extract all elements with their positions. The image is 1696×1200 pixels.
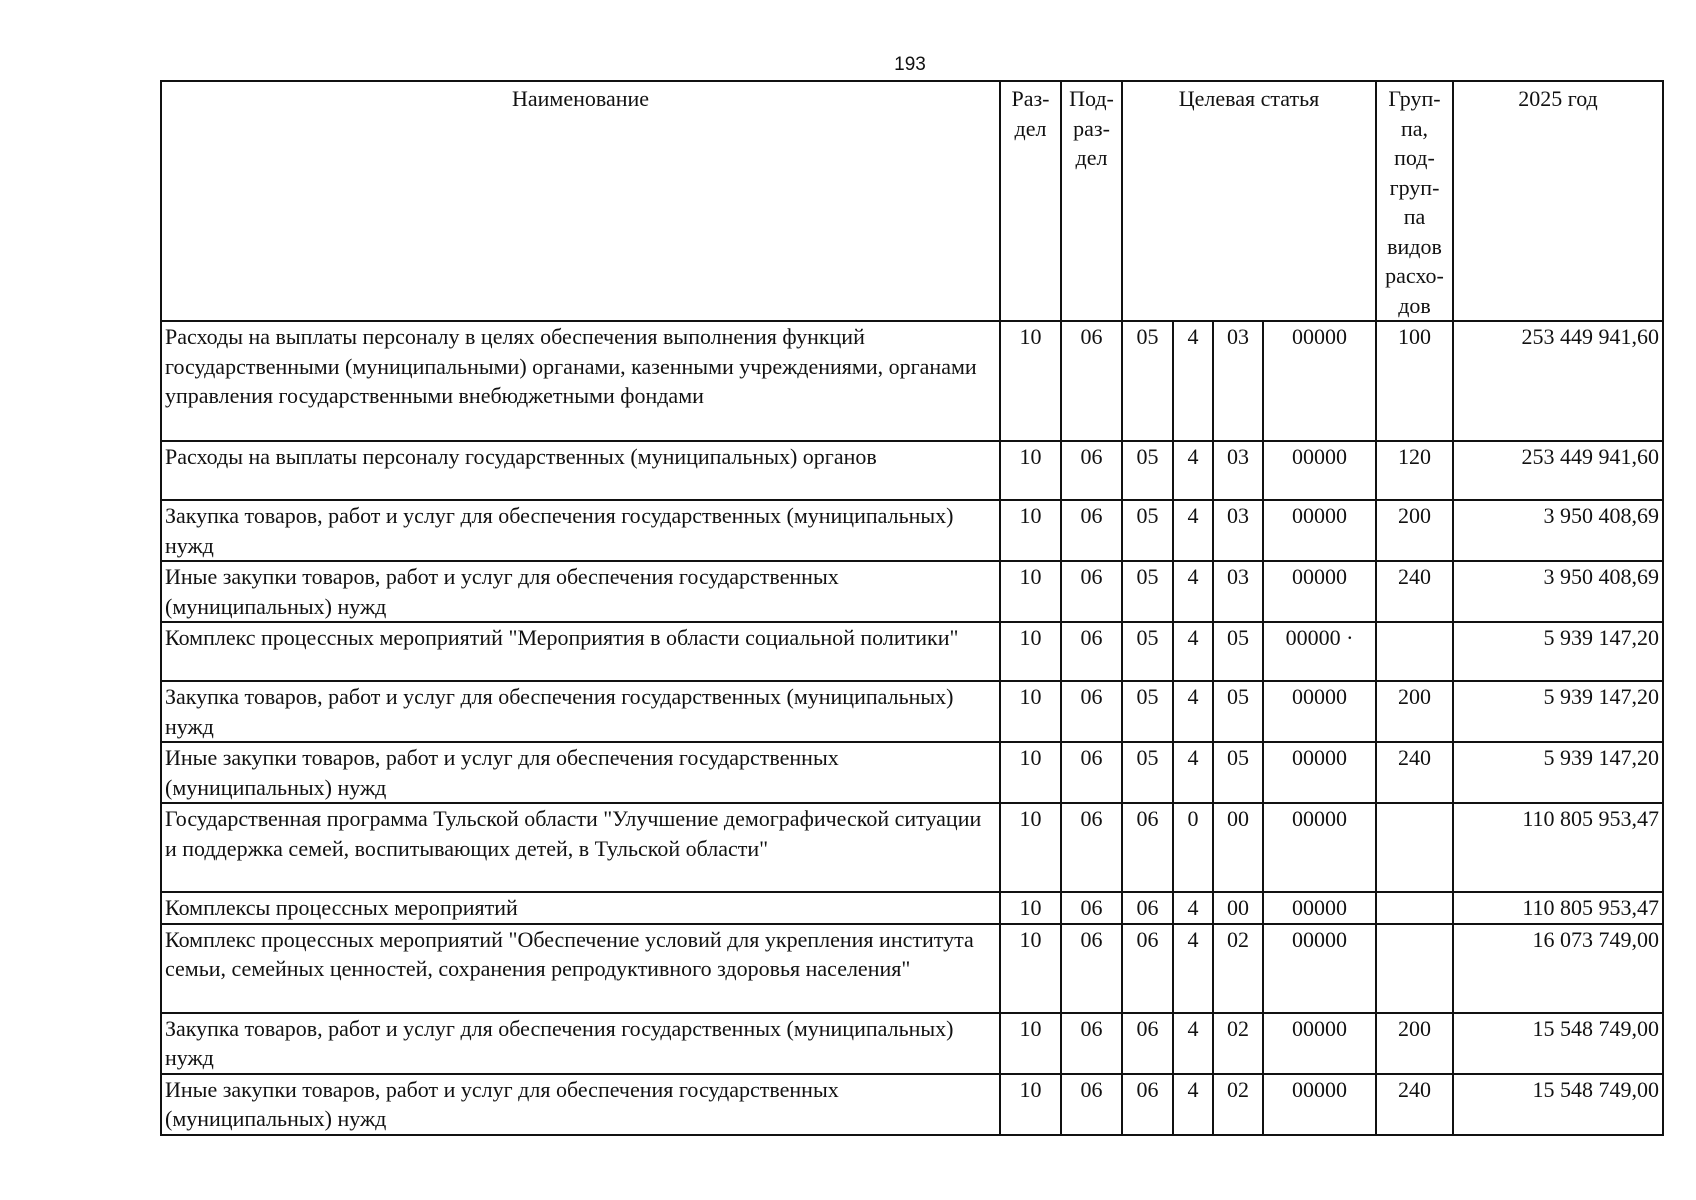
row-cs-complex: 03 bbox=[1213, 561, 1263, 622]
row-cs-type: 4 bbox=[1173, 681, 1213, 742]
table-row bbox=[161, 561, 1663, 622]
row-cs-program: 06 bbox=[1122, 1074, 1173, 1135]
row-cs-type: 4 bbox=[1173, 924, 1213, 1013]
row-cs-direction: 00000 bbox=[1263, 500, 1376, 561]
row-cs-program: 05 bbox=[1122, 622, 1173, 681]
row-amount: 5 939 147,20 bbox=[1453, 742, 1663, 803]
row-cs-direction: 00000 bbox=[1263, 681, 1376, 742]
row-cs-program: 05 bbox=[1122, 742, 1173, 803]
row-cs-direction: 00000 bbox=[1263, 1013, 1376, 1074]
row-name: Иные закупки товаров, работ и услуг для обеспечения государственных (муниципальных) нужд bbox=[161, 1074, 1000, 1135]
row-cs-complex: 02 bbox=[1213, 1013, 1263, 1074]
row-razdel: 10 bbox=[1000, 500, 1061, 561]
header-name: Наименование bbox=[161, 81, 1000, 321]
row-amount: 3 950 408,69 bbox=[1453, 561, 1663, 622]
row-razdel: 10 bbox=[1000, 441, 1061, 500]
row-group: 240 bbox=[1376, 742, 1453, 803]
row-group: 200 bbox=[1376, 681, 1453, 742]
row-name: Закупка товаров, работ и услуг для обеспечения государственных (муниципальных) нужд bbox=[161, 681, 1000, 742]
row-cs-direction: 00000 bbox=[1263, 803, 1376, 892]
row-group: 120 bbox=[1376, 441, 1453, 500]
row-cs-complex: 00 bbox=[1213, 803, 1263, 892]
row-cs-direction: 00000 · bbox=[1263, 622, 1376, 681]
row-razdel: 10 bbox=[1000, 561, 1061, 622]
row-cs-direction: 00000 bbox=[1263, 441, 1376, 500]
header-subsection bbox=[1061, 81, 1122, 321]
row-amount: 253 449 941,60 bbox=[1453, 321, 1663, 441]
row-amount: 15 548 749,00 bbox=[1453, 1074, 1663, 1135]
row-cs-type: 4 bbox=[1173, 561, 1213, 622]
row-cs-type: 4 bbox=[1173, 321, 1213, 441]
table-row bbox=[161, 441, 1663, 500]
row-podrazdel: 06 bbox=[1061, 803, 1122, 892]
row-cs-complex: 05 bbox=[1213, 622, 1263, 681]
row-razdel: 10 bbox=[1000, 622, 1061, 681]
row-razdel: 10 bbox=[1000, 681, 1061, 742]
row-cs-type: 4 bbox=[1173, 622, 1213, 681]
row-amount: 16 073 749,00 bbox=[1453, 924, 1663, 1013]
table-row bbox=[161, 681, 1663, 742]
row-cs-type: 4 bbox=[1173, 892, 1213, 924]
row-razdel: 10 bbox=[1000, 742, 1061, 803]
row-podrazdel: 06 bbox=[1061, 892, 1122, 924]
row-cs-complex: 03 bbox=[1213, 321, 1263, 441]
row-name: Комплекс процессных мероприятий "Обеспечение условий для укрепления института семьи, семейных ценностей, сохранения репродуктивного здоровья населения" bbox=[161, 924, 1000, 1013]
row-cs-type: 0 bbox=[1173, 803, 1213, 892]
row-group: 240 bbox=[1376, 1074, 1453, 1135]
table-row bbox=[161, 742, 1663, 803]
row-podrazdel: 06 bbox=[1061, 1013, 1122, 1074]
row-name: Иные закупки товаров, работ и услуг для обеспечения государственных (муниципальных) нужд bbox=[161, 561, 1000, 622]
row-cs-complex: 03 bbox=[1213, 500, 1263, 561]
row-group: 100 bbox=[1376, 321, 1453, 441]
header-section bbox=[1000, 81, 1061, 321]
row-amount: 5 939 147,20 bbox=[1453, 681, 1663, 742]
row-podrazdel: 06 bbox=[1061, 924, 1122, 1013]
row-cs-program: 06 bbox=[1122, 892, 1173, 924]
row-amount: 5 939 147,20 bbox=[1453, 622, 1663, 681]
table-row bbox=[161, 803, 1663, 892]
row-cs-program: 05 bbox=[1122, 441, 1173, 500]
table-row bbox=[161, 321, 1663, 441]
row-podrazdel: 06 bbox=[1061, 321, 1122, 441]
row-amount: 3 950 408,69 bbox=[1453, 500, 1663, 561]
row-podrazdel: 06 bbox=[1061, 561, 1122, 622]
row-group bbox=[1376, 622, 1453, 681]
header-subsection-text: Под- раз- дел bbox=[1069, 86, 1114, 170]
row-cs-direction: 00000 bbox=[1263, 1074, 1376, 1135]
row-cs-program: 06 bbox=[1122, 803, 1173, 892]
row-cs-program: 05 bbox=[1122, 681, 1173, 742]
row-cs-complex: 05 bbox=[1213, 681, 1263, 742]
row-cs-direction: 00000 bbox=[1263, 924, 1376, 1013]
header-group-text: Груп- па, под- груп- па видов расхо- дов bbox=[1385, 86, 1444, 318]
row-name: Государственная программа Тульской области "Улучшение демографической ситуации и поддержка семей, воспитывающих детей, в Тульской области" bbox=[161, 803, 1000, 892]
row-podrazdel: 06 bbox=[1061, 622, 1122, 681]
row-podrazdel: 06 bbox=[1061, 500, 1122, 561]
row-cs-type: 4 bbox=[1173, 1074, 1213, 1135]
row-group: 200 bbox=[1376, 1013, 1453, 1074]
row-cs-direction: 00000 bbox=[1263, 892, 1376, 924]
row-razdel: 10 bbox=[1000, 1074, 1061, 1135]
row-amount: 110 805 953,47 bbox=[1453, 892, 1663, 924]
header-row bbox=[161, 81, 1663, 321]
row-razdel: 10 bbox=[1000, 803, 1061, 892]
table-row bbox=[161, 622, 1663, 681]
row-amount: 253 449 941,60 bbox=[1453, 441, 1663, 500]
row-cs-type: 4 bbox=[1173, 742, 1213, 803]
row-group bbox=[1376, 924, 1453, 1013]
row-name: Расходы на выплаты персоналу в целях обеспечения выполнения функций государственными (муниципальными) органами, казенными учреждениями, органами управления государственными внебюджетными фондами bbox=[161, 321, 1000, 441]
row-razdel: 10 bbox=[1000, 1013, 1061, 1074]
row-amount: 15 548 749,00 bbox=[1453, 1013, 1663, 1074]
row-name: Закупка товаров, работ и услуг для обеспечения государственных (муниципальных) нужд bbox=[161, 1013, 1000, 1074]
row-cs-direction: 00000 bbox=[1263, 561, 1376, 622]
header-year: 2025 год bbox=[1453, 81, 1663, 321]
table-row bbox=[161, 924, 1663, 1013]
page-number: 193 bbox=[894, 54, 926, 75]
header-group bbox=[1376, 81, 1453, 321]
budget-table bbox=[160, 80, 1664, 1136]
row-name: Расходы на выплаты персоналу государственных (муниципальных) органов bbox=[161, 441, 1000, 500]
table-row bbox=[161, 892, 1663, 924]
row-podrazdel: 06 bbox=[1061, 441, 1122, 500]
row-name: Комплекс процессных мероприятий "Мероприятия в области социальной политики" bbox=[161, 622, 1000, 681]
table-row bbox=[161, 1074, 1663, 1135]
row-podrazdel: 06 bbox=[1061, 742, 1122, 803]
row-cs-program: 05 bbox=[1122, 561, 1173, 622]
row-podrazdel: 06 bbox=[1061, 1074, 1122, 1135]
header-section-text: Раз- дел bbox=[1011, 86, 1050, 141]
row-name: Комплексы процессных мероприятий bbox=[161, 892, 1000, 924]
row-cs-complex: 02 bbox=[1213, 1074, 1263, 1135]
row-cs-complex: 02 bbox=[1213, 924, 1263, 1013]
row-razdel: 10 bbox=[1000, 924, 1061, 1013]
row-cs-type: 4 bbox=[1173, 1013, 1213, 1074]
row-podrazdel: 06 bbox=[1061, 681, 1122, 742]
row-name: Иные закупки товаров, работ и услуг для обеспечения государственных (муниципальных) нужд bbox=[161, 742, 1000, 803]
row-cs-complex: 00 bbox=[1213, 892, 1263, 924]
header-target-article: Целевая статья bbox=[1122, 81, 1376, 321]
row-cs-direction: 00000 bbox=[1263, 321, 1376, 441]
row-name: Закупка товаров, работ и услуг для обеспечения государственных (муниципальных) нужд bbox=[161, 500, 1000, 561]
row-cs-type: 4 bbox=[1173, 500, 1213, 561]
row-cs-program: 05 bbox=[1122, 500, 1173, 561]
row-group: 240 bbox=[1376, 561, 1453, 622]
table-row bbox=[161, 500, 1663, 561]
row-group bbox=[1376, 803, 1453, 892]
row-razdel: 10 bbox=[1000, 321, 1061, 441]
table-row bbox=[161, 1013, 1663, 1074]
row-group: 200 bbox=[1376, 500, 1453, 561]
row-razdel: 10 bbox=[1000, 892, 1061, 924]
row-cs-direction: 00000 bbox=[1263, 742, 1376, 803]
row-cs-program: 06 bbox=[1122, 1013, 1173, 1074]
row-amount: 110 805 953,47 bbox=[1453, 803, 1663, 892]
row-cs-complex: 03 bbox=[1213, 441, 1263, 500]
row-cs-program: 05 bbox=[1122, 321, 1173, 441]
row-cs-complex: 05 bbox=[1213, 742, 1263, 803]
row-group bbox=[1376, 892, 1453, 924]
row-cs-program: 06 bbox=[1122, 924, 1173, 1013]
row-cs-type: 4 bbox=[1173, 441, 1213, 500]
